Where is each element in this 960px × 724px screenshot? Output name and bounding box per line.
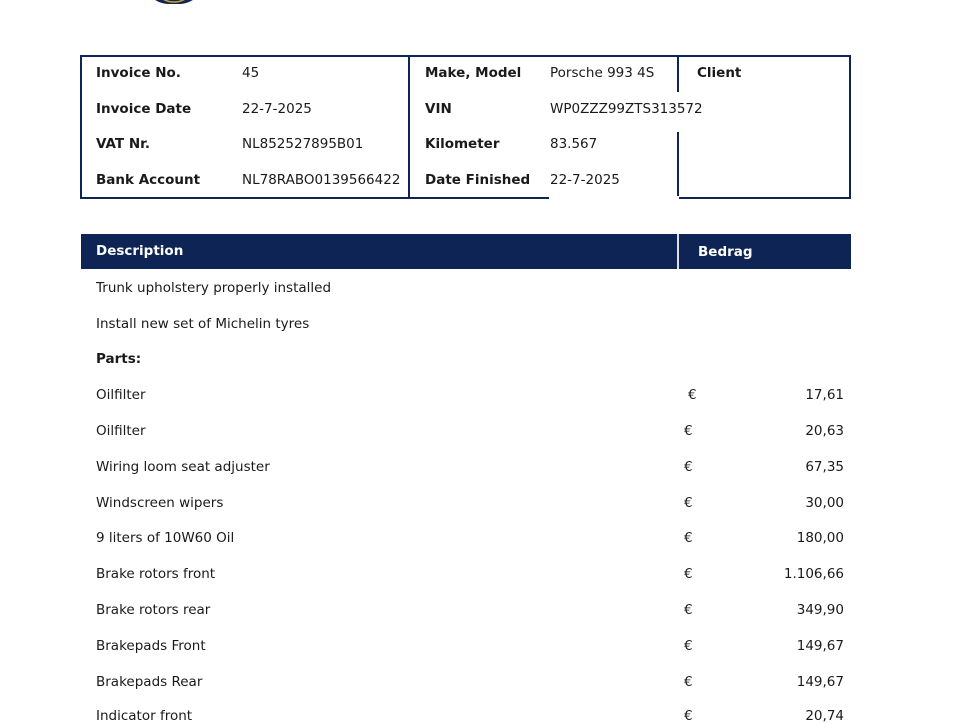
item-description: Brake rotors rear (96, 602, 211, 618)
item-amount: 349,90 (796, 602, 844, 618)
item-amount: 1.106,66 (783, 566, 844, 582)
bank-account-label: Bank Account (96, 172, 201, 188)
item-amount: 149,67 (796, 638, 844, 654)
vin-value: WP0ZZZ99ZTS313572 (550, 101, 703, 117)
column-divider (677, 234, 679, 269)
item-description: Oilfilter (96, 423, 146, 439)
description-column-header: Description (96, 243, 184, 259)
note-line: Install new set of Michelin tyres (96, 316, 310, 332)
item-description: Windscreen wipers (96, 495, 224, 511)
date-finished-value: 22-7-2025 (550, 172, 620, 188)
vin-label: VIN (425, 101, 452, 117)
amount-column-header: Bedrag (698, 244, 753, 260)
date-finished-label: Date Finished (425, 172, 531, 188)
currency-symbol: € (684, 495, 693, 511)
currency-symbol: € (688, 387, 697, 403)
note-line: Trunk upholstery properly installed (96, 280, 332, 296)
currency-symbol: € (684, 674, 693, 690)
invoice-info-box (80, 55, 851, 199)
table-header (81, 234, 851, 269)
item-description: Brakepads Front (96, 638, 206, 654)
item-description: Oilfilter (96, 387, 146, 403)
kilometer-value: 83.567 (550, 136, 598, 152)
item-amount: 20,63 (805, 423, 844, 439)
item-amount: 30,00 (805, 495, 844, 511)
make-model-label: Make, Model (425, 65, 522, 81)
invoice-no-value: 45 (242, 65, 260, 81)
currency-symbol: € (684, 708, 693, 724)
bank-account-value: NL78RABO0139566422 (242, 172, 401, 188)
invoice-no-label: Invoice No. (96, 65, 181, 81)
frame-gap (549, 196, 679, 201)
currency-symbol: € (684, 459, 693, 475)
emblem-logo (143, 0, 205, 4)
item-description: Brakepads Rear (96, 674, 203, 690)
client-label: Client (697, 65, 742, 81)
item-amount: 67,35 (805, 459, 844, 475)
kilometer-label: Kilometer (425, 136, 500, 152)
item-amount: 149,67 (796, 674, 844, 690)
parts-heading: Parts: (96, 351, 142, 367)
invoice-date-label: Invoice Date (96, 101, 192, 117)
item-description: Brake rotors front (96, 566, 216, 582)
make-model-value: Porsche 993 4S (550, 65, 655, 81)
item-description: 9 liters of 10W60 Oil (96, 530, 235, 546)
vat-label: VAT Nr. (96, 136, 150, 152)
currency-symbol: € (684, 638, 693, 654)
currency-symbol: € (684, 423, 693, 439)
item-amount: 20,74 (805, 708, 844, 724)
invoice-date-value: 22-7-2025 (242, 101, 312, 117)
item-amount: 17,61 (805, 387, 844, 403)
item-description: Indicator front (96, 708, 193, 724)
currency-symbol: € (684, 530, 693, 546)
currency-symbol: € (684, 602, 693, 618)
item-description: Wiring loom seat adjuster (96, 459, 270, 475)
currency-symbol: € (684, 566, 693, 582)
vat-value: NL852527895B01 (242, 136, 364, 152)
item-amount: 180,00 (796, 530, 844, 546)
